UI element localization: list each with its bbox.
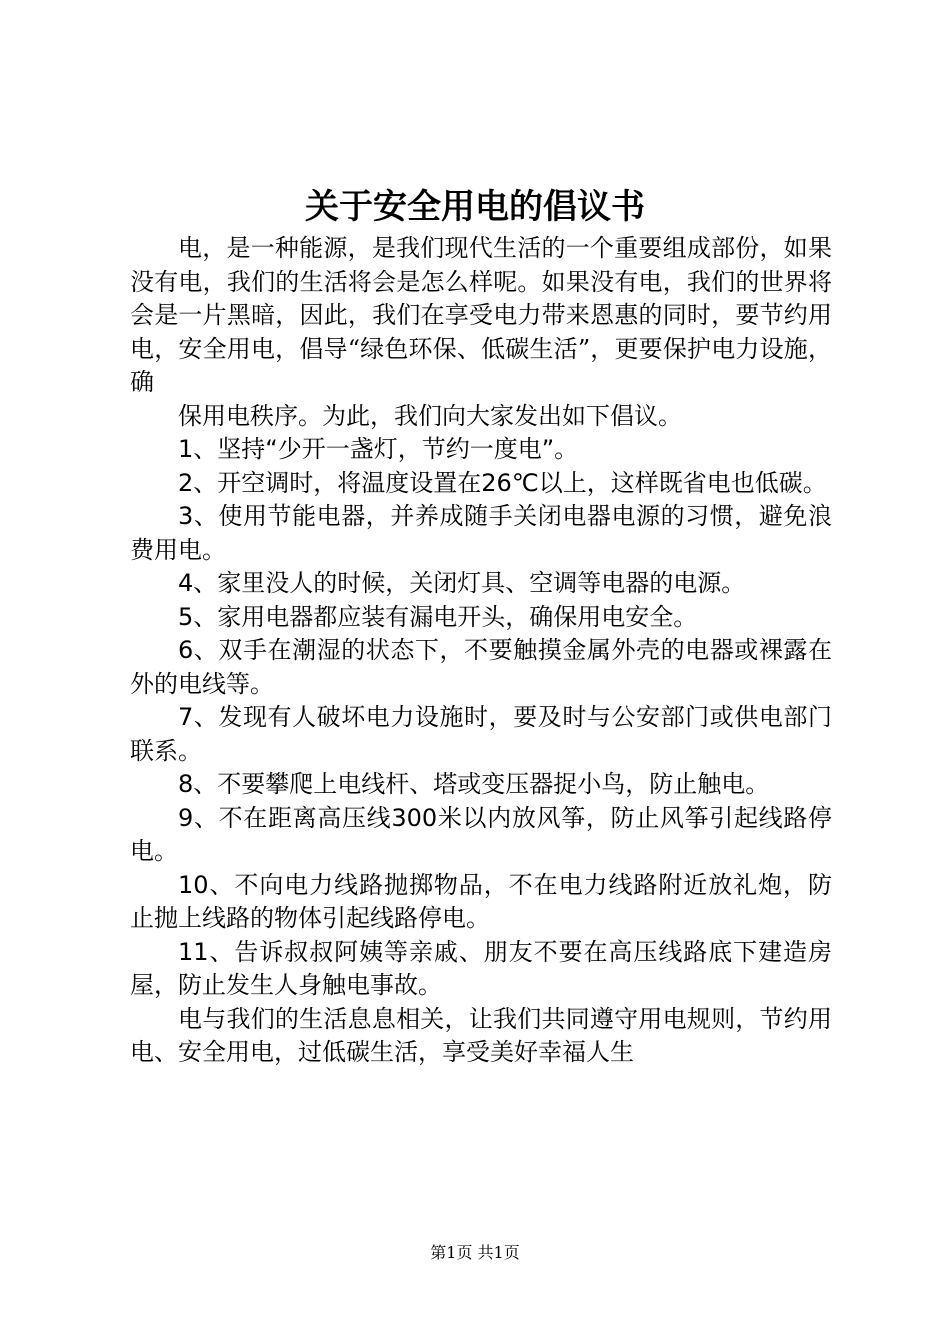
- intro-continuation: 保用电秩序。为此，我们向大家发出如下倡议。: [178, 401, 682, 430]
- proposal-item-3: 3、使用节能电器，并养成随手关闭电器电源的习惯，避免浪费用电。: [130, 502, 832, 564]
- proposal-item-8: 8、不要攀爬上电线杆、塔或变压器捉小鸟，防止触电。: [178, 770, 770, 798]
- page-footer: 第1页 共1页: [430, 1243, 520, 1262]
- closing-paragraph: 电与我们的生活息息相关，让我们共同遵守用电规则，节约用电、安全用电，过低碳生活，享受美好幸福人生: [130, 1004, 832, 1066]
- intro-paragraph: 电，是一种能源，是我们现代生活的一个重要组成部份，如果没有电，我们的生活将会是怎么样呢。如果没有电，我们的世界将会是一片黑暗，因此，我们在享受电力带来恩惠的同时，要节约用电，安全用电，倡导“绿色环保、低碳生活”，更要保护电力设施，确: [130, 234, 832, 396]
- proposal-item-1: 1、坚持“少开一盏灯，节约一度电”。: [178, 435, 579, 463]
- proposal-item-4: 4、家里没人的时候，关闭灯具、空调等电器的电源。: [178, 569, 746, 597]
- proposal-item-10: 10、不向电力线路抛掷物品，不在电力线路附近放礼炮，防止抛上线路的物体引起线路停电。: [130, 870, 832, 932]
- proposal-item-5: 5、家用电器都应装有漏电开头，确保用电安全。: [178, 602, 698, 631]
- proposal-item-9: 9、不在距离高压线300米以内放风筝，防止风筝引起线路停电。: [130, 803, 832, 865]
- document-body: [130, 232, 832, 1070]
- proposal-item-7: 7、发现有人破坏电力设施时，要及时与公安部门或供电部门联系。: [130, 703, 832, 765]
- proposal-item-11: 11、告诉叔叔阿姨等亲戚、朋友不要在高压线路底下建造房屋，防止发生人身触电事故。: [130, 937, 832, 999]
- proposal-item-2: 2、开空调时，将温度设置在26℃以上，这样既省电也低碳。: [178, 468, 827, 497]
- document-title: 关于安全用电的倡议书: [305, 187, 645, 227]
- proposal-item-6: 6、双手在潮湿的状态下，不要触摸金属外壳的电器或裸露在外的电线等。: [130, 636, 832, 698]
